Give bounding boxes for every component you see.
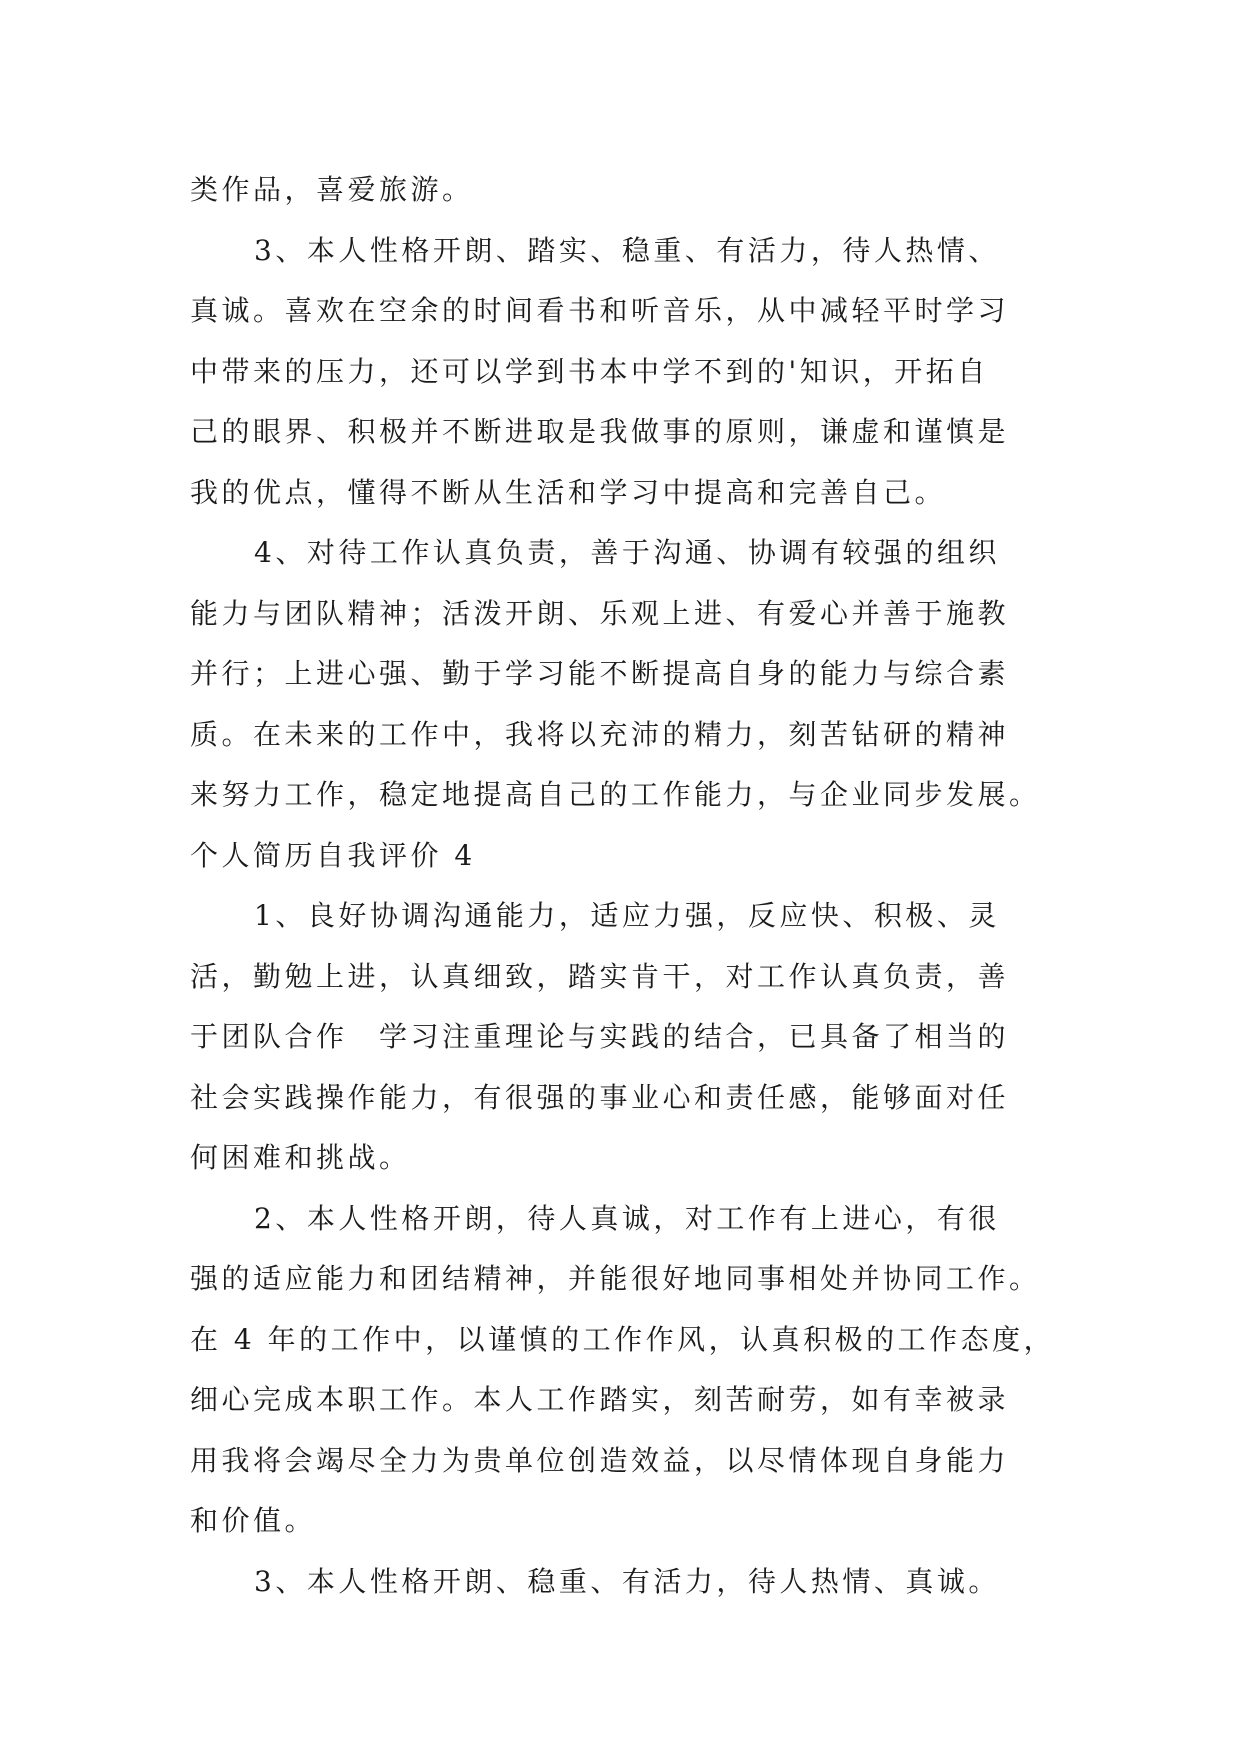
- paragraph-line: 活，勤勉上进，认真细致，踏实肯干，对工作认真负责，善: [190, 959, 1010, 993]
- paragraph-line: 3、本人性格开朗、踏实、稳重、有活力，待人热情、: [254, 233, 1000, 267]
- paragraph-line: 社会实践操作能力，有很强的事业心和责任感，能够面对任: [190, 1080, 1010, 1114]
- paragraph-line: 强的适应能力和团结精神，并能很好地同事相处并协同工作。: [190, 1262, 1041, 1295]
- paragraph-line: 用我将会竭尽全力为贵单位创造效益，以尽情体现自身能力: [190, 1443, 1010, 1477]
- paragraph-line: 中带来的压力，还可以学到书本中学不到的'知识，开拓自: [190, 354, 989, 388]
- paragraph-line: 细心完成本职工作。本人工作踏实，刻苦耐劳，如有幸被录: [190, 1383, 1010, 1416]
- paragraph-line: 和价值。: [190, 1504, 317, 1537]
- paragraph-line: 何困难和挑战。: [190, 1141, 411, 1174]
- paragraph-line: 来努力工作，稳定地提高自己的工作能力，与企业同步发展。: [190, 778, 1041, 811]
- paragraph-line: 真诚。喜欢在空余的时间看书和听音乐，从中减轻平时学习: [190, 294, 1010, 327]
- paragraph-line: 4、对待工作认真负责，善于沟通、协调有较强的组织: [254, 536, 1000, 569]
- paragraph-line: 在 4 年的工作中，以谨慎的工作作风，认真积极的工作态度，: [190, 1322, 1056, 1356]
- paragraph-line: 并行；上进心强、勤于学习能不断提高自身的能力与综合素: [190, 657, 1010, 690]
- paragraph-line: 3、本人性格开朗、稳重、有活力，待人热情、真诚。: [254, 1564, 1000, 1598]
- paragraph-line: 能力与团队精神；活泼开朗、乐观上进、有爱心并善于施教: [190, 596, 1010, 630]
- paragraph-line: 己的眼界、积极并不断进取是我做事的原则，谦虚和谨慎是: [190, 415, 1010, 448]
- document-body: [190, 160, 1056, 1612]
- paragraph-line: 1、良好协调沟通能力，适应力强，反应快、积极、灵: [254, 899, 1000, 932]
- paragraph-line: 于团队合作 学习注重理论与实践的结合，已具备了相当的: [190, 1020, 1010, 1053]
- paragraph-line: 质。在未来的工作中，我将以充沛的精力，刻苦钻研的精神: [190, 717, 1010, 751]
- paragraph-line: 2、本人性格开朗，待人真诚，对工作有上进心，有很: [254, 1201, 1000, 1235]
- paragraph-line: 我的优点，懂得不断从生活和学习中提高和完善自己。: [190, 475, 947, 509]
- paragraph-line: 类作品，喜爱旅游。: [190, 173, 474, 206]
- section-heading: 个人简历自我评价 4: [190, 838, 476, 872]
